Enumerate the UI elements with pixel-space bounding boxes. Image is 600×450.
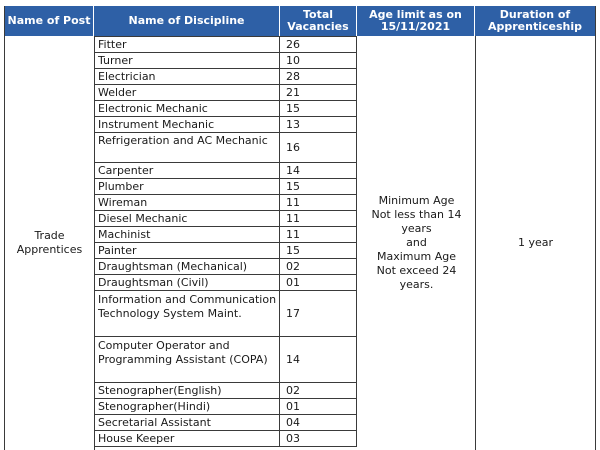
age-line-1: Minimum Age	[378, 194, 455, 207]
vacancies-cell: 11	[280, 195, 357, 211]
age-line-3: years	[401, 222, 432, 235]
vacancies-cell: 28	[280, 69, 357, 85]
discipline-cell: House Keeper	[94, 431, 280, 447]
discipline-cell: Draughtsman (Civil)	[94, 275, 280, 291]
vacancies-cell: 14	[280, 163, 357, 179]
duration-cell	[476, 37, 595, 449]
discipline-cell: Carpenter	[94, 163, 280, 179]
discipline-cell: Welder	[94, 85, 280, 101]
vacancies-cell: 16	[280, 133, 357, 163]
vacancies-cell: 11	[280, 211, 357, 227]
vacancies-cell: 26	[280, 37, 357, 53]
vacancies-cell: 02	[280, 259, 357, 275]
discipline-cell: Stenographer(Hindi)	[94, 399, 280, 415]
discipline-cell: Refrigeration and AC Mechanic	[94, 133, 280, 163]
vacancies-cell: 15	[280, 243, 357, 259]
age-line-4: and	[406, 236, 427, 249]
discipline-cell: Information and Communication Technology System Maint.	[94, 291, 280, 337]
discipline-cell: Instrument Mechanic	[94, 117, 280, 133]
discipline-cell: Painter	[94, 243, 280, 259]
discipline-cell: Electronic Mechanic	[94, 101, 280, 117]
discipline-cell: Wireman	[94, 195, 280, 211]
post-name-cell	[5, 37, 94, 449]
discipline-cell: Draughtsman (Mechanical)	[94, 259, 280, 275]
vacancies-cell: 14	[280, 337, 357, 383]
header-discipline	[94, 6, 280, 36]
discipline-cell: Stenographer(English)	[94, 383, 280, 399]
discipline-cell: Turner	[94, 53, 280, 69]
age-line-6: Not exceed 24	[376, 264, 457, 277]
header-vacancies	[280, 6, 357, 36]
vacancies-cell: 01	[280, 399, 357, 415]
vacancies-cell: 11	[280, 227, 357, 243]
vacancies-cell: 01	[280, 275, 357, 291]
post-name: Trade Apprentices	[16, 229, 83, 256]
age-line-2: Not less than 14	[371, 208, 462, 221]
header-post-label: Name of Post	[7, 14, 91, 27]
header-vacancies-label: Total Vacancies	[287, 8, 349, 33]
age-line-7: years.	[399, 278, 434, 291]
header-age	[357, 6, 475, 36]
discipline-cell: Fitter	[94, 37, 280, 53]
header-duration-label: Duration of Apprenticeship	[487, 8, 582, 33]
vacancies-cell: 03	[280, 431, 357, 447]
vacancies-cell: 21	[280, 85, 357, 101]
vacancies-cell: 15	[280, 101, 357, 117]
vacancies-cell: 10	[280, 53, 357, 69]
header-duration	[475, 6, 595, 36]
vacancies-cell: 13	[280, 117, 357, 133]
discipline-cell: Plumber	[94, 179, 280, 195]
discipline-cell: Machinist	[94, 227, 280, 243]
header-post	[5, 6, 94, 36]
discipline-cell: Diesel Mechanic	[94, 211, 280, 227]
age-line-5: Maximum Age	[377, 250, 456, 263]
age-limit-cell	[358, 37, 475, 449]
duration-value: 1 year	[517, 236, 554, 249]
header-discipline-label: Name of Discipline	[128, 14, 245, 27]
discipline-cell: Secretarial Assistant	[94, 415, 280, 431]
discipline-cell: Electrician	[94, 69, 280, 85]
vacancies-cell: 02	[280, 383, 357, 399]
vacancies-cell: 04	[280, 415, 357, 431]
vacancies-cell: 17	[280, 291, 357, 337]
discipline-cell: Computer Operator and Programming Assistant (COPA)	[94, 337, 280, 383]
header-age-label: Age limit as on 15/11/2021	[369, 8, 462, 33]
vacancies-cell: 15	[280, 179, 357, 195]
